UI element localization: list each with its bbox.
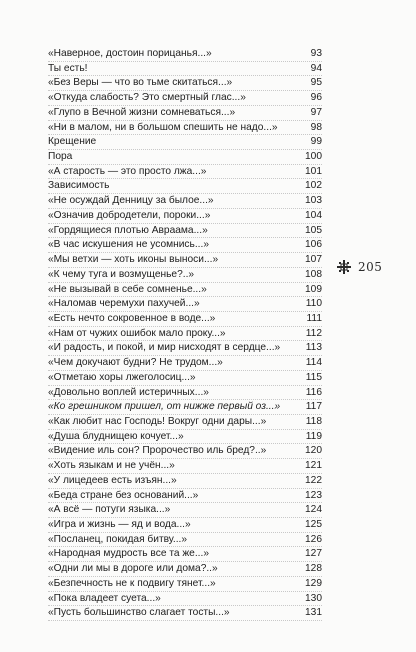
toc-page-number: 120 [305, 445, 322, 457]
toc-title: «Наломав черемухи пахучей...» [48, 298, 200, 310]
toc-row[interactable] [48, 606, 322, 621]
toc-row[interactable] [48, 76, 322, 91]
toc-title: «Безпечность не к подвигу тянет...» [48, 577, 216, 589]
toc-row[interactable] [48, 400, 322, 415]
toc-page-number: 115 [305, 371, 322, 383]
toc-page-number: 124 [305, 504, 322, 516]
toc-row[interactable] [48, 459, 322, 474]
toc-title: «Беда стране без оснований...» [48, 489, 199, 501]
toc-page-number: 106 [305, 239, 322, 251]
toc-title: «Гордящиеся плотью Авраама...» [48, 224, 208, 236]
toc-page-number: 94 [310, 62, 322, 74]
toc-row[interactable] [48, 62, 322, 77]
toc-title: «Откуда слабость? Это смертный глас...» [48, 92, 246, 104]
toc-title: «Ко грешником пришел, от нижже первый оз...» [48, 401, 281, 413]
toc-page-number: 108 [305, 268, 322, 280]
toc-row[interactable] [48, 356, 322, 371]
toc-title: «Не осуждай Денницу за былое...» [48, 195, 214, 207]
toc-row[interactable] [48, 474, 322, 489]
toc-title: «Душа блуднищею кочует...» [48, 430, 184, 442]
toc-row[interactable] [48, 209, 322, 224]
toc-row[interactable] [48, 268, 322, 283]
toc-page-number: 127 [305, 548, 322, 560]
toc-page-number: 130 [305, 592, 322, 604]
toc-page-number: 128 [305, 563, 322, 575]
toc-page-number: 101 [305, 165, 322, 177]
toc-title: «У лицедеев есть изъян...» [48, 474, 177, 486]
toc-row[interactable] [48, 327, 322, 342]
toc-row[interactable] [48, 121, 322, 136]
toc-page-number: 113 [305, 342, 322, 354]
toc-page-number: 126 [305, 533, 322, 545]
toc-page-number: 98 [310, 121, 322, 133]
toc-title: Ты есть! [48, 62, 88, 74]
toc-row[interactable] [48, 297, 322, 312]
toc-row[interactable] [48, 430, 322, 445]
toc-title: «Как любит нас Господь! Вокруг одни дары...» [48, 415, 267, 427]
toc-title: «К чему туга и возмущенье?..» [48, 268, 195, 280]
cross-ornament-icon [336, 259, 352, 275]
toc-row[interactable] [48, 547, 322, 562]
toc-page-number: 99 [310, 136, 322, 148]
toc-title: «Довольно воплей истеричных...» [48, 386, 209, 398]
toc-title: «Есть нечто сокровенное в воде...» [48, 312, 216, 324]
toc-row[interactable] [48, 238, 322, 253]
toc-row[interactable] [48, 312, 322, 327]
toc-page-number: 117 [305, 401, 322, 413]
toc-row[interactable] [48, 150, 322, 165]
toc-title: «Игра и жизнь — яд и вода...» [48, 519, 191, 530]
toc-row[interactable] [48, 577, 322, 592]
toc-page-number: 119 [305, 430, 322, 442]
toc-title: «А всё — потуги языка...» [48, 504, 171, 516]
toc-title: «И радость, и покой, и мир нисходят в сердце...» [48, 342, 281, 354]
toc-row[interactable] [48, 562, 322, 577]
toc-row[interactable] [48, 91, 322, 106]
toc-row[interactable] [48, 371, 322, 386]
toc-page-number: 111 [306, 312, 322, 324]
toc-title: «Наверное, достоин порицанья...» [48, 48, 212, 59]
toc-title: «Не вызывай в себе сомненье...» [48, 283, 207, 295]
toc-title: «В час искушения не усомнись...» [48, 239, 209, 251]
toc-title: «Чем докучают будни? Не трудом...» [48, 357, 223, 369]
toc-page-number: 97 [310, 106, 322, 118]
toc-row[interactable] [48, 165, 322, 180]
toc-row[interactable] [48, 444, 322, 459]
toc-page-number: 110 [305, 298, 322, 310]
toc-title: «Мы ветхи — хоть иконы выноси...» [48, 254, 219, 266]
toc-row[interactable] [48, 194, 322, 209]
toc-page-number: 103 [305, 195, 322, 207]
table-of-contents [48, 47, 322, 621]
toc-title: «А старость — это просто лжа...» [48, 165, 207, 177]
toc-page-number: 105 [305, 224, 322, 236]
toc-page-number: 95 [310, 77, 322, 89]
toc-page-number: 100 [305, 151, 322, 163]
toc-page-number: 116 [305, 386, 322, 398]
toc-page-number: 109 [305, 283, 322, 295]
toc-title: «Нам от чужих ошибок мало проку...» [48, 327, 226, 339]
toc-page-number: 102 [305, 180, 322, 192]
toc-page-number: 112 [305, 327, 322, 339]
toc-row[interactable] [48, 341, 322, 356]
toc-row[interactable] [48, 533, 322, 548]
page-number: 205 [358, 260, 383, 274]
toc-page-number: 118 [305, 415, 322, 427]
toc-page-number: 114 [305, 357, 322, 369]
toc-title: «Означив добродетели, пороки...» [48, 209, 211, 221]
toc-title: «Отметаю хоры лжеголосиц...» [48, 371, 196, 383]
toc-row[interactable] [48, 179, 322, 194]
toc-page-number: 93 [310, 48, 322, 59]
toc-title: Крещение [48, 136, 97, 148]
toc-row[interactable] [48, 47, 322, 62]
toc-page-number: 107 [305, 254, 322, 266]
toc-title: «Хоть языкам и не учён...» [48, 460, 175, 472]
toc-page-number: 125 [305, 519, 322, 530]
toc-row[interactable] [48, 283, 322, 298]
page-folio [336, 259, 382, 275]
toc-row[interactable] [48, 386, 322, 401]
toc-row[interactable] [48, 224, 322, 239]
toc-row[interactable] [48, 503, 322, 518]
toc-row[interactable] [48, 592, 322, 607]
toc-row[interactable] [48, 415, 322, 430]
toc-title: «Пока владеет суета...» [48, 592, 161, 604]
toc-title: «Народная мудрость все та же...» [48, 548, 209, 560]
toc-page-number: 104 [305, 209, 322, 221]
toc-page-number: 121 [305, 460, 322, 472]
toc-row[interactable] [48, 106, 322, 121]
toc-title: «Ни в малом, ни в большом спешить не надо...» [48, 121, 278, 133]
toc-page-number: 129 [305, 577, 322, 589]
toc-title: «Посланец, покидая битву...» [48, 533, 188, 545]
toc-page-number: 96 [310, 92, 322, 104]
toc-title: Зависимость [48, 180, 110, 192]
toc-title: «Одни ли мы в дороге или дома?..» [48, 563, 218, 575]
toc-row[interactable] [48, 135, 322, 150]
toc-row[interactable] [48, 518, 322, 533]
toc-title: «Пусть большинство слагает тосты...» [48, 607, 230, 619]
toc-title: «Глупо в Вечной жизни сомневаться...» [48, 106, 236, 118]
toc-page-number: 122 [305, 474, 322, 486]
toc-row[interactable] [48, 253, 322, 268]
toc-page-number: 131 [305, 607, 322, 619]
toc-title: Пора [48, 151, 73, 163]
toc-page-number: 123 [305, 489, 322, 501]
toc-title: «Видение иль сон? Пророчество иль бред?..» [48, 445, 267, 457]
toc-title: «Без Веры — что во тьме скитаться...» [48, 77, 233, 89]
toc-row[interactable] [48, 489, 322, 504]
